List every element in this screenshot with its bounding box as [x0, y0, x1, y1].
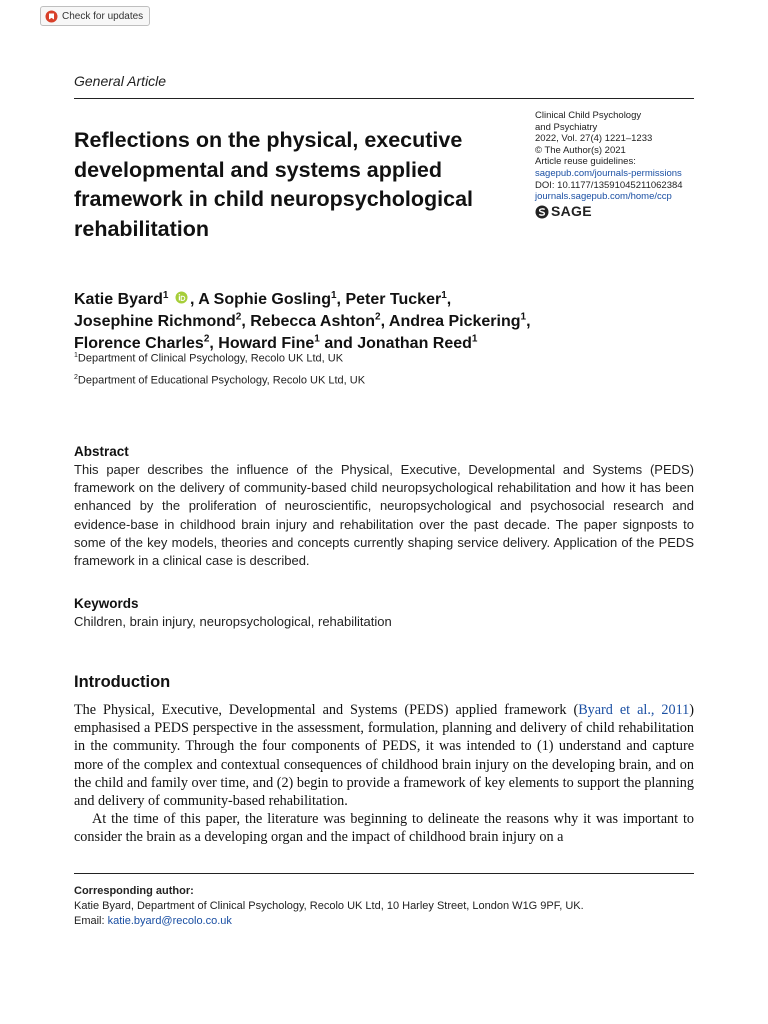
author-name: Katie Byard — [74, 291, 163, 309]
journal-copyright: © The Author(s) 2021 — [535, 144, 626, 156]
keywords-text: Children, brain injury, neuropsychological, rehabilitation — [74, 614, 392, 629]
author-name: Florence Charles — [74, 335, 204, 353]
journal-volume: 2022, Vol. 27(4) 1221–1233 — [535, 133, 653, 145]
sage-wordmark: SAGE — [551, 202, 592, 219]
author-name: Howard Fine — [218, 335, 315, 353]
affiliation-text: Department of Clinical Psychology, Recolo UK Ltd, UK — [77, 352, 344, 365]
author-name: Andrea Pickering — [388, 313, 521, 331]
check-for-updates-icon — [45, 10, 58, 23]
journal-home-link[interactable]: journals.sagepub.com/home/ccp — [535, 191, 672, 203]
author-and: and — [324, 335, 353, 353]
paragraph-text: The Physical, Executive, Developmental and Systems (PEDS) applied framework ( — [74, 702, 579, 718]
sage-logo — [535, 202, 735, 219]
author-affiliation-mark: 1 — [162, 289, 169, 301]
author-separator: , — [380, 313, 389, 331]
footnote-divider — [74, 873, 694, 874]
author-affiliation-mark: 1 — [314, 333, 320, 345]
abstract-heading: Abstract — [74, 444, 129, 459]
corresponding-author-email-line — [74, 914, 694, 929]
author-affiliation-mark: 2 — [235, 311, 242, 323]
author-name: A Sophie Gosling — [198, 291, 331, 309]
journal-name-line1: Clinical Child Psychology — [535, 110, 642, 121]
author-list — [74, 289, 714, 355]
author-name: Rebecca Ashton — [250, 313, 376, 331]
author-name: Peter Tucker — [345, 291, 442, 309]
email-link[interactable]: katie.byard@recolo.co.uk — [107, 915, 232, 927]
orcid-icon[interactable] — [175, 289, 188, 311]
journal-info — [535, 110, 735, 219]
top-divider — [74, 98, 694, 99]
journal-doi: DOI: 10.1177/13591045211062384 — [535, 179, 683, 191]
journal-name-line2: and Psychiatry — [535, 121, 598, 133]
author-separator: , — [446, 291, 452, 309]
corresponding-author-address: Katie Byard, Department of Clinical Psychology, Recolo UK Ltd, 10 Harley Street, London W1G 9PF, UK. — [74, 900, 584, 912]
affiliation — [74, 374, 365, 387]
check-for-updates-label: Check for updates — [62, 10, 144, 22]
citation-link[interactable]: Byard et al., 2011 — [578, 702, 690, 718]
article-type: General Article — [74, 73, 167, 89]
affiliation-text: Department of Educational Psychology, Recolo UK Ltd, UK — [77, 374, 366, 387]
author-affiliation-mark: 2 — [375, 311, 381, 323]
author-separator: , — [336, 291, 346, 309]
affiliation-number: 1 — [74, 352, 78, 359]
email-label: Email: — [74, 915, 105, 927]
author-separator: , — [526, 313, 531, 331]
abstract-text: This paper describes the influence of the Physical, Executive, Developmental and Systems (PEDS) framework on the delivery of community-based child neuropsychological rehabilitation and how it has been enhanced by the proliferation of neuroscientific, neuropsychological and psychosocial research and evidence-base in childhood brain injury and rehabilitation over the past decade. The paper signposts to some of the key models, theories and concepts currently shaping service delivery. Application of the PEDS framework in a clinical case is described. — [74, 462, 694, 569]
author-name: Josephine Richmond — [74, 313, 236, 331]
author-name: Jonathan Reed — [357, 335, 472, 353]
author-separator: , — [189, 291, 199, 309]
author-separator: , — [241, 313, 251, 331]
corresponding-author-label: Corresponding author: — [74, 885, 194, 897]
author-affiliation-mark: 1 — [441, 289, 447, 301]
author-affiliation-mark: 1 — [471, 333, 478, 345]
paragraph-text: ) emphasised a PEDS perspective in the assessment, formulation, planning and delivery of child rehabilitation in the community. Through the four components of PEDS, it was intended to (1) understand and capture more of the complex and contextual consequences of childhood brain injury on the developing brain, and on the child and family over time, and (2) begin to provide a framework of key elements to support the planning and delivery of community-based rehabilitation. — [74, 702, 694, 810]
author-separator: , — [209, 335, 219, 353]
introduction-paragraph: At the time of this paper, the literature was beginning to delineate the reasons why it was important to consider the brain as a developing organ and the impact of childhood brain injury on a — [74, 811, 694, 846]
paper-title: Reflections on the physical, executive developmental and systems applied framework in child neuropsychological rehabilitation — [74, 128, 474, 241]
sage-s-icon — [535, 205, 549, 219]
keywords-heading: Keywords — [74, 596, 139, 611]
journal-reuse: Article reuse guidelines: — [535, 156, 636, 168]
introduction-body — [74, 701, 694, 847]
affiliation — [74, 352, 343, 365]
affiliation-number: 2 — [74, 374, 78, 381]
author-affiliation-mark: 1 — [520, 311, 527, 323]
author-affiliation-mark: 1 — [330, 289, 337, 301]
introduction-heading: Introduction — [74, 673, 171, 691]
corresponding-author — [74, 884, 694, 929]
author-affiliation-mark: 2 — [203, 333, 210, 345]
introduction-paragraph — [74, 701, 694, 810]
journal-reuse-link[interactable]: sagepub.com/journals-permissions — [535, 167, 682, 179]
check-for-updates-badge[interactable] — [40, 6, 150, 26]
